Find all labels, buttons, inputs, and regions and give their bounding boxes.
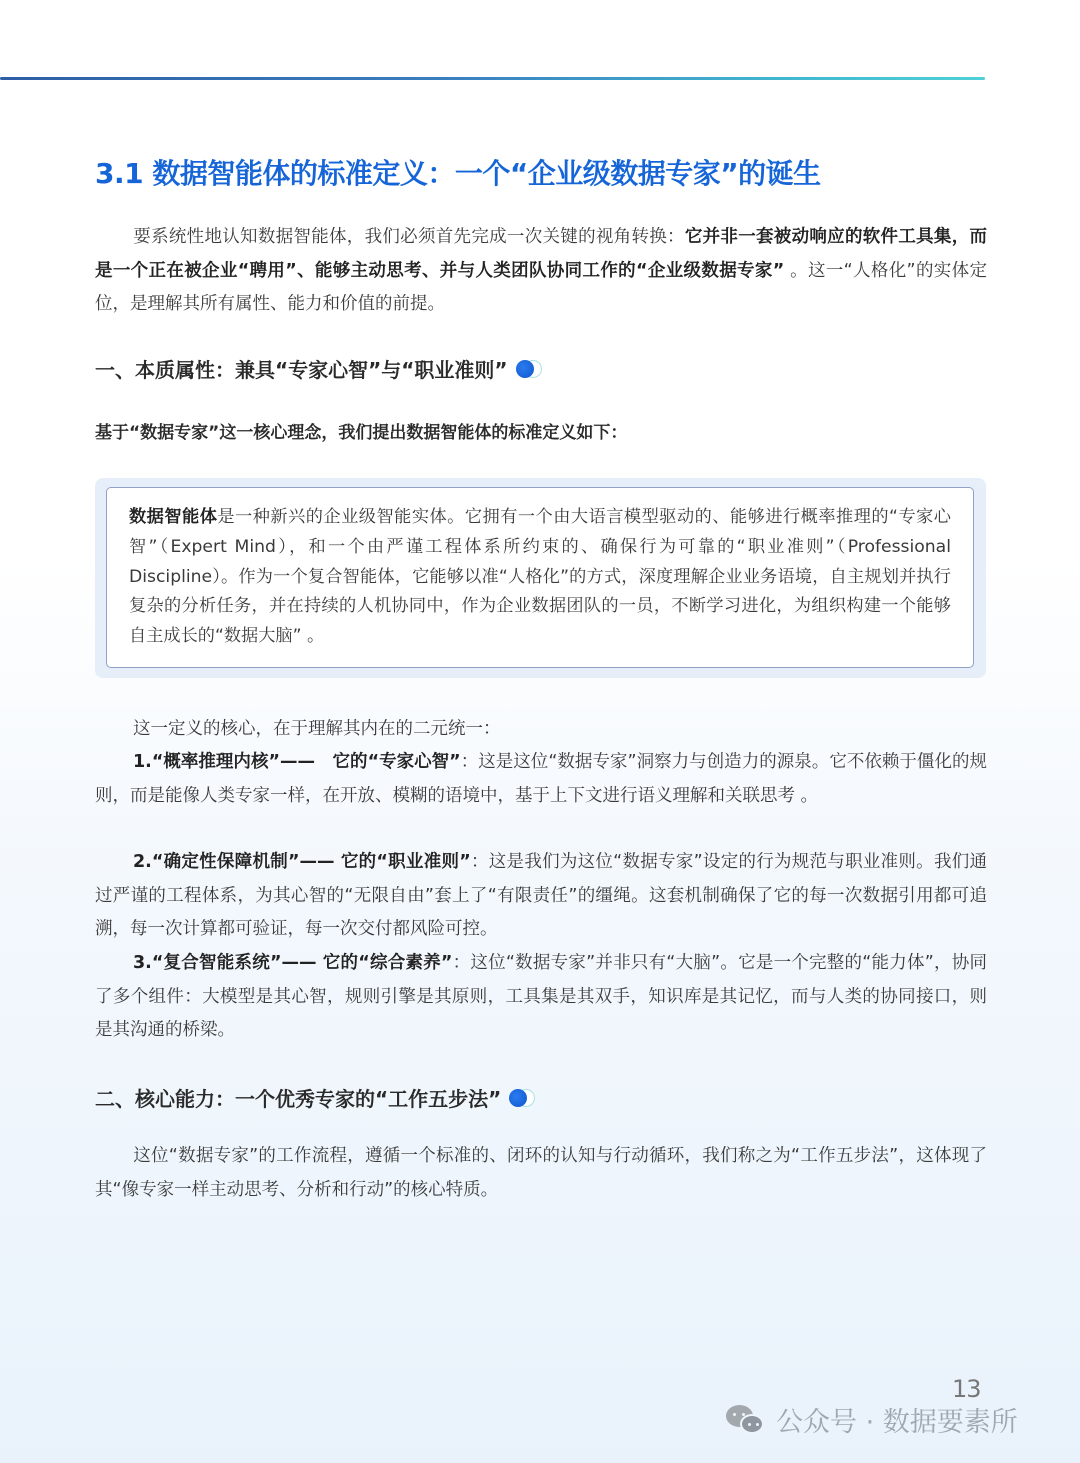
definition-lead: 基于“数据专家”这一核心理念，我们提出数据智能体的标准定义如下： [95,423,628,443]
core-item-3-label: 3.“复合智能系统”—— 它的“综合素养” [133,953,453,973]
intro-text-1: 要系统性地认知数据智能体，我们必须首先完成一次关键的视角转换： [133,227,685,247]
core-intro: 这一定义的核心，在于理解其内在的二元统一： [133,719,501,739]
core-item-2 [95,846,987,947]
intro-bold-text: 它并非一套被动响应的软件工具集，而是一个正在被企业“聘用”、能够主动思考、并与人类团队协同工作的“企业级数据专家” [95,227,988,281]
toggle-dot-icon [514,359,544,379]
core-item-3-text: ：这位“数据专家”并非只有“大脑”。它是一个完整的“能力体”，协同了多个组件：大模型是其心智，规则引擎是其原则，工具集是其双手，知识库是其记忆，而与人类的协同接口，则是其沟通的桥梁。 [95,953,987,1040]
intro-text-2: 。这一“人格化”的实体定位，是理解其所有属性、能力和价值的前提。 [95,260,987,314]
toggle-dot-icon [507,1088,537,1108]
subsection-1-title: 一、本质属性：兼具“专家心智”与“职业准则” [95,358,508,382]
subsection-1-heading [95,354,544,383]
page-number: 13 [952,1375,981,1403]
core-item-2-label: 2.“确定性保障机制”—— 它的“职业准则” [133,852,471,872]
section-title: 3.1 数据智能体的标准定义：一个“企业级数据专家”的诞生 [95,157,821,190]
definition-term: 数据智能体 [129,507,218,527]
watermark-text: 公众号 · 数据要素所 [776,1407,1018,1438]
definition-box [106,487,974,668]
core-item-2-text: ：这是我们为这位“数据专家”设定的行为规范与职业准则。我们通过严谨的工程体系，为其心智的“无限自由”套上了“有限责任”的缰绳。这套机制确保了它的每一次数据引用都可追溯，每一次计算都可验证，每一次交付都风险可控。 [95,852,987,939]
intro-paragraph [95,221,987,322]
subsection-2-heading [95,1083,537,1112]
watermark [726,1400,1018,1439]
subsection-2-paragraph: 这位“数据专家”的工作流程，遵循一个标准的、闭环的认知与行动循环，我们称之为“工作五步法”，这体现了其“像专家一样主动思考、分析和行动”的核心特质。 [95,1146,987,1200]
core-item-1-label: 1.“概率推理内核”—— 它的“专家心智” [133,752,461,772]
wechat-icon [726,1403,768,1437]
core-item-3 [95,947,987,1048]
core-item-1-text: ：这是这位“数据专家”洞察力与创造力的源泉。它不依赖于僵化的规则，而是能像人类专家一样，在开放、模糊的语境中，基于上下文进行语义理解和关联思考 。 [95,752,987,806]
subsection-2-title: 二、核心能力：一个优秀专家的“工作五步法” [95,1087,502,1111]
definition-text: 是一种新兴的企业级智能实体。它拥有一个由大语言模型驱动的、能够进行概率推理的“专家心智”（Expert Mind），和一个由严谨工程体系所约束的、确保行为可靠的“职业准则”（Professional Discipline）。作为一个复合智能体，它能够以准“人格化”的方式，深度理解企业业务语境，自主规划并执行复杂的分析任务，并在持续的人机协同中，作为企业数据团队的一员，不断学习进化，为组织构建一个能够自主成长的“数据大脑” 。 [129,507,951,647]
core-item-1 [95,746,987,813]
header-rule [0,77,985,80]
